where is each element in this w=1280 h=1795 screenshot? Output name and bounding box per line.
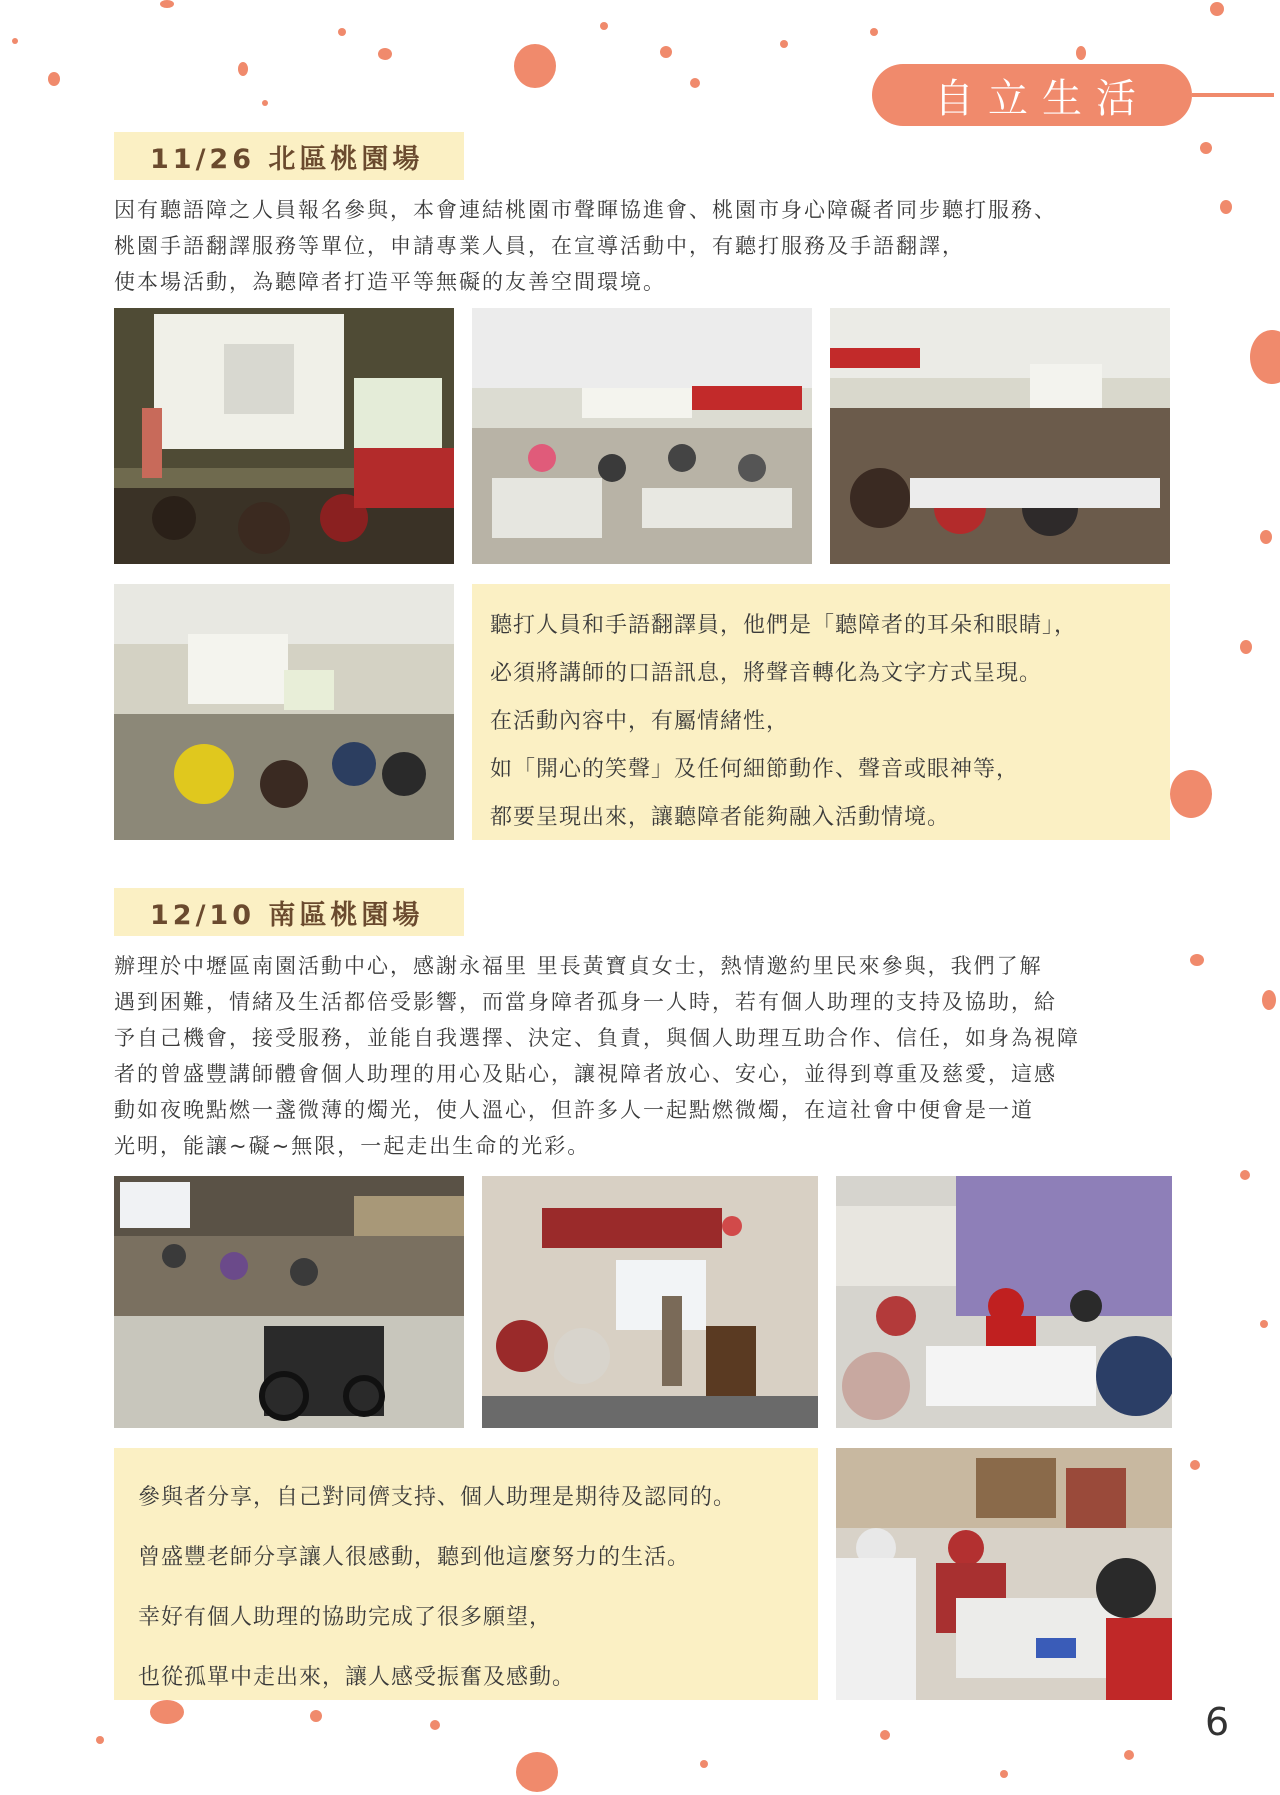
note-line: 參與者分享，自己對同儕支持、個人助理是期待及認同的。 <box>138 1485 737 1510</box>
paragraph-line: 使本場活動，為聽障者打造平等無礙的友善空間環境。 <box>114 270 666 294</box>
note-line: 曾盛豐老師分享讓人很感動，聽到他這麼努力的生活。 <box>138 1545 691 1570</box>
tag-divider <box>1192 93 1274 97</box>
paragraph-line: 辦理於中壢區南園活動中心，感謝永福里 里長黃寶貞女士，熱情邀約里民來參與，我們了解 <box>114 954 1043 978</box>
event2-title: 12/10 南區桃園場 <box>114 888 464 936</box>
photo-seminar-sign-language <box>114 308 454 564</box>
paragraph-line: 桃園手語翻譯服務等單位，申請專業人員，在宣導活動中，有聽打服務及手語翻譯， <box>114 234 965 258</box>
note-line: 聽打人員和手語翻譯員，他們是「聽障者的耳朵和眼睛」， <box>490 613 1078 638</box>
event2-note-box <box>114 1448 818 1700</box>
paragraph-line: 者的曾盛豐講師體會個人助理的用心及貼心，讓視障者放心、安心，並得到尊重及慈愛，這感 <box>114 1062 1057 1086</box>
photo-participants-discussion <box>836 1176 1172 1428</box>
photo-speaker-presentation <box>482 1176 818 1428</box>
event1-title: 11/26 北區桃園場 <box>114 132 464 180</box>
note-line: 都要呈現出來，讓聽障者能夠融入活動情境。 <box>490 805 951 830</box>
event1-paragraph <box>114 192 1174 300</box>
paragraph-line: 予自己機會，接受服務，並能自我選擇、決定、負責，與個人助理互助合作、信任，如身為視障 <box>114 1026 1080 1050</box>
note-line: 在活動內容中，有屬情緒性， <box>490 709 790 734</box>
paragraph-line: 光明，能讓~礙~無限，一起走出生命的光彩。 <box>114 1134 591 1158</box>
section-tag: 自立生活 <box>872 64 1192 126</box>
note-line: 也從孤單中走出來，讓人感受振奮及感動。 <box>138 1665 576 1690</box>
paragraph-line: 遇到困難，情緒及生活都倍受影響，而當身障者孤身一人時，若有個人助理的支持及協助，給 <box>114 990 1057 1014</box>
note-line: 如「開心的笑聲」及任何細節動作、聲音或眼神等， <box>490 757 1020 782</box>
note-line: 必須將講師的口語訊息，將聲音轉化為文字方式呈現。 <box>490 661 1043 686</box>
note-line: 幸好有個人助理的協助完成了很多願望， <box>138 1605 553 1630</box>
paragraph-line: 動如夜晚點燃一盞微薄的燭光，使人溫心，但許多人一起點燃微燭，在這社會中便會是一道 <box>114 1098 1034 1122</box>
photo-classroom-wide <box>472 308 812 564</box>
event1-note-box <box>472 584 1170 840</box>
photo-classroom-screen <box>114 584 454 840</box>
photo-activity-center-wheelchair <box>114 1176 464 1428</box>
event2-paragraph <box>114 948 1174 1164</box>
paragraph-line: 因有聽語障之人員報名參與，本會連結桃園市聲暉協進會、桃園市身心障礙者同步聽打服務、 <box>114 198 1057 222</box>
page-number: 6 <box>1205 1700 1230 1744</box>
photo-table-service <box>836 1448 1172 1700</box>
photo-classroom-participants <box>830 308 1170 564</box>
